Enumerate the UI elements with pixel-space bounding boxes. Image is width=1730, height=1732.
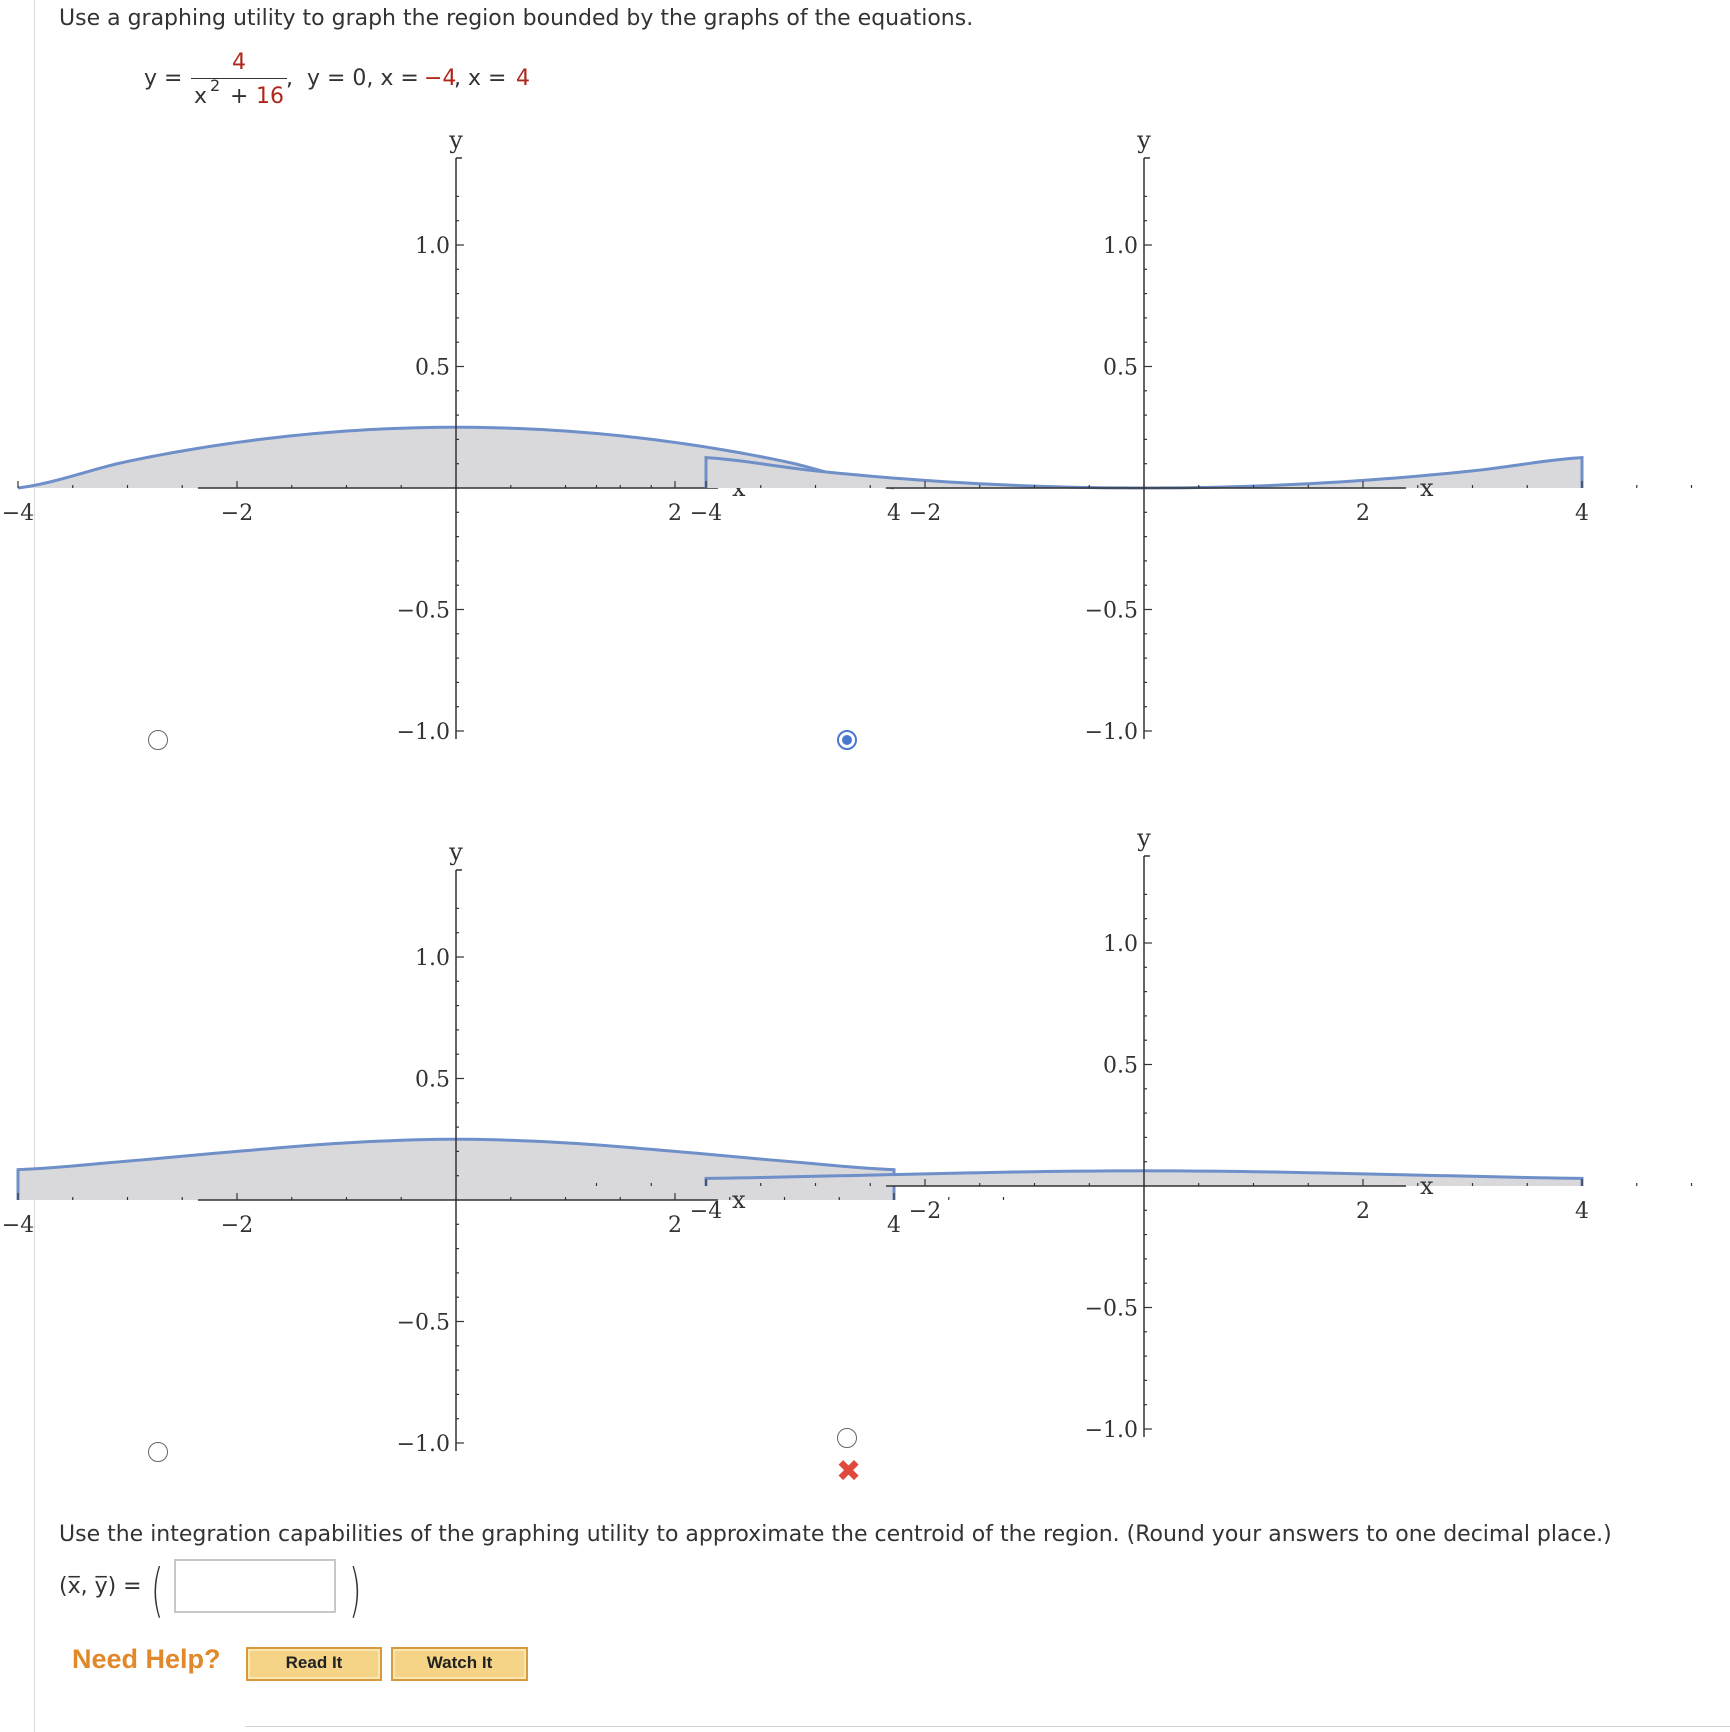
- x-tick-label: −2: [220, 501, 254, 526]
- equation-bounds-sep: , x =: [454, 66, 514, 91]
- y-tick-label: 1.0: [1103, 234, 1138, 259]
- y-tick-label: 0.5: [415, 355, 450, 381]
- x-tick-label: 4: [1575, 1199, 1589, 1224]
- equation-numerator: 4: [232, 50, 246, 75]
- graph-option-c: [1, 838, 901, 1482]
- x-tick-label: −2: [908, 501, 942, 526]
- centroid-input[interactable]: [174, 1559, 336, 1613]
- x-tick-label: −4: [1, 1213, 35, 1238]
- left-divider: [34, 0, 35, 1732]
- y-tick-label: 0.5: [415, 1067, 450, 1093]
- equation-den-const: 16: [256, 84, 284, 109]
- y-tick-label: 1.0: [415, 946, 450, 971]
- y-tick-label: 0.5: [1103, 355, 1138, 381]
- equation-bound-left: −4: [424, 66, 457, 91]
- bottom-divider: [245, 1726, 1730, 1727]
- x-tick-label: 2: [1356, 1199, 1370, 1224]
- centroid-prompt: Use the integration capabilities of the graphing utility to approximate the centroid of the region. (Round your answers to one decimal place.): [59, 1522, 1612, 1547]
- graph-option-a: [1, 126, 901, 770]
- x-axis-label: x: [1420, 474, 1434, 502]
- y-tick-label: −0.5: [396, 598, 450, 624]
- equation-den-exp: 2: [210, 76, 221, 95]
- x-tick-label: 4: [887, 1213, 901, 1238]
- y-axis-label: y: [1137, 824, 1151, 852]
- chart-svg: [689, 824, 1589, 1468]
- x-axis-label: x: [1420, 1172, 1434, 1200]
- x-tick-label: 4: [887, 501, 901, 526]
- x-tick-label: −4: [689, 501, 723, 526]
- x-tick-label: −2: [220, 1213, 254, 1238]
- close-paren: ): [349, 1556, 362, 1624]
- y-axis-label: y: [449, 838, 463, 866]
- centroid-label: (x̅, y̅) =: [59, 1574, 142, 1599]
- equation-bounds-prefix: , y = 0, x =: [286, 66, 426, 91]
- graph-option-b: [689, 126, 1589, 770]
- y-tick-label: −1.0: [1084, 720, 1138, 745]
- y-axis-label: y: [1137, 126, 1151, 154]
- y-tick-label: −0.5: [1084, 598, 1138, 624]
- option-c-radio[interactable]: [148, 1442, 168, 1462]
- x-tick-label: 2: [1356, 501, 1370, 526]
- fraction-bar: [191, 78, 287, 79]
- x-axis-label: x: [732, 1186, 746, 1214]
- y-tick-label: 1.0: [1103, 932, 1138, 957]
- chart-svg: [1, 126, 901, 770]
- need-help-title: Need Help?: [72, 1644, 221, 1674]
- chart-svg: [689, 126, 1589, 770]
- x-tick-label: 4: [1575, 501, 1589, 526]
- read-it-button[interactable]: Read It: [246, 1647, 382, 1681]
- y-tick-label: 1.0: [415, 234, 450, 259]
- x-tick-label: −4: [689, 1199, 723, 1224]
- equation-den-var: x: [194, 84, 208, 109]
- option-b-radio[interactable]: [837, 730, 857, 750]
- x-tick-label: −4: [1, 501, 35, 526]
- y-tick-label: −1.0: [1084, 1418, 1138, 1443]
- y-tick-label: −1.0: [396, 1432, 450, 1457]
- y-tick-label: −0.5: [396, 1310, 450, 1336]
- graph-option-d: [689, 824, 1589, 1468]
- equation-lhs: y =: [144, 66, 183, 91]
- equation-den-plus: +: [230, 84, 249, 109]
- watch-it-button[interactable]: Watch It: [391, 1647, 528, 1681]
- incorrect-mark-icon: ✖: [836, 1454, 862, 1489]
- y-axis-label: y: [449, 126, 463, 154]
- y-tick-label: −0.5: [1084, 1296, 1138, 1322]
- x-tick-label: −2: [908, 1199, 942, 1224]
- x-tick-label: 2: [668, 1213, 682, 1238]
- y-tick-label: 0.5: [1103, 1053, 1138, 1079]
- chart-svg: [1, 838, 901, 1482]
- y-tick-label: −1.0: [396, 720, 450, 745]
- question-prompt: Use a graphing utility to graph the region bounded by the graphs of the equations.: [59, 6, 974, 31]
- x-tick-label: 2: [668, 501, 682, 526]
- equation-bound-right: 4: [516, 66, 530, 91]
- option-d-radio[interactable]: [837, 1428, 857, 1448]
- option-a-radio[interactable]: [148, 730, 168, 750]
- open-paren: (: [151, 1556, 164, 1624]
